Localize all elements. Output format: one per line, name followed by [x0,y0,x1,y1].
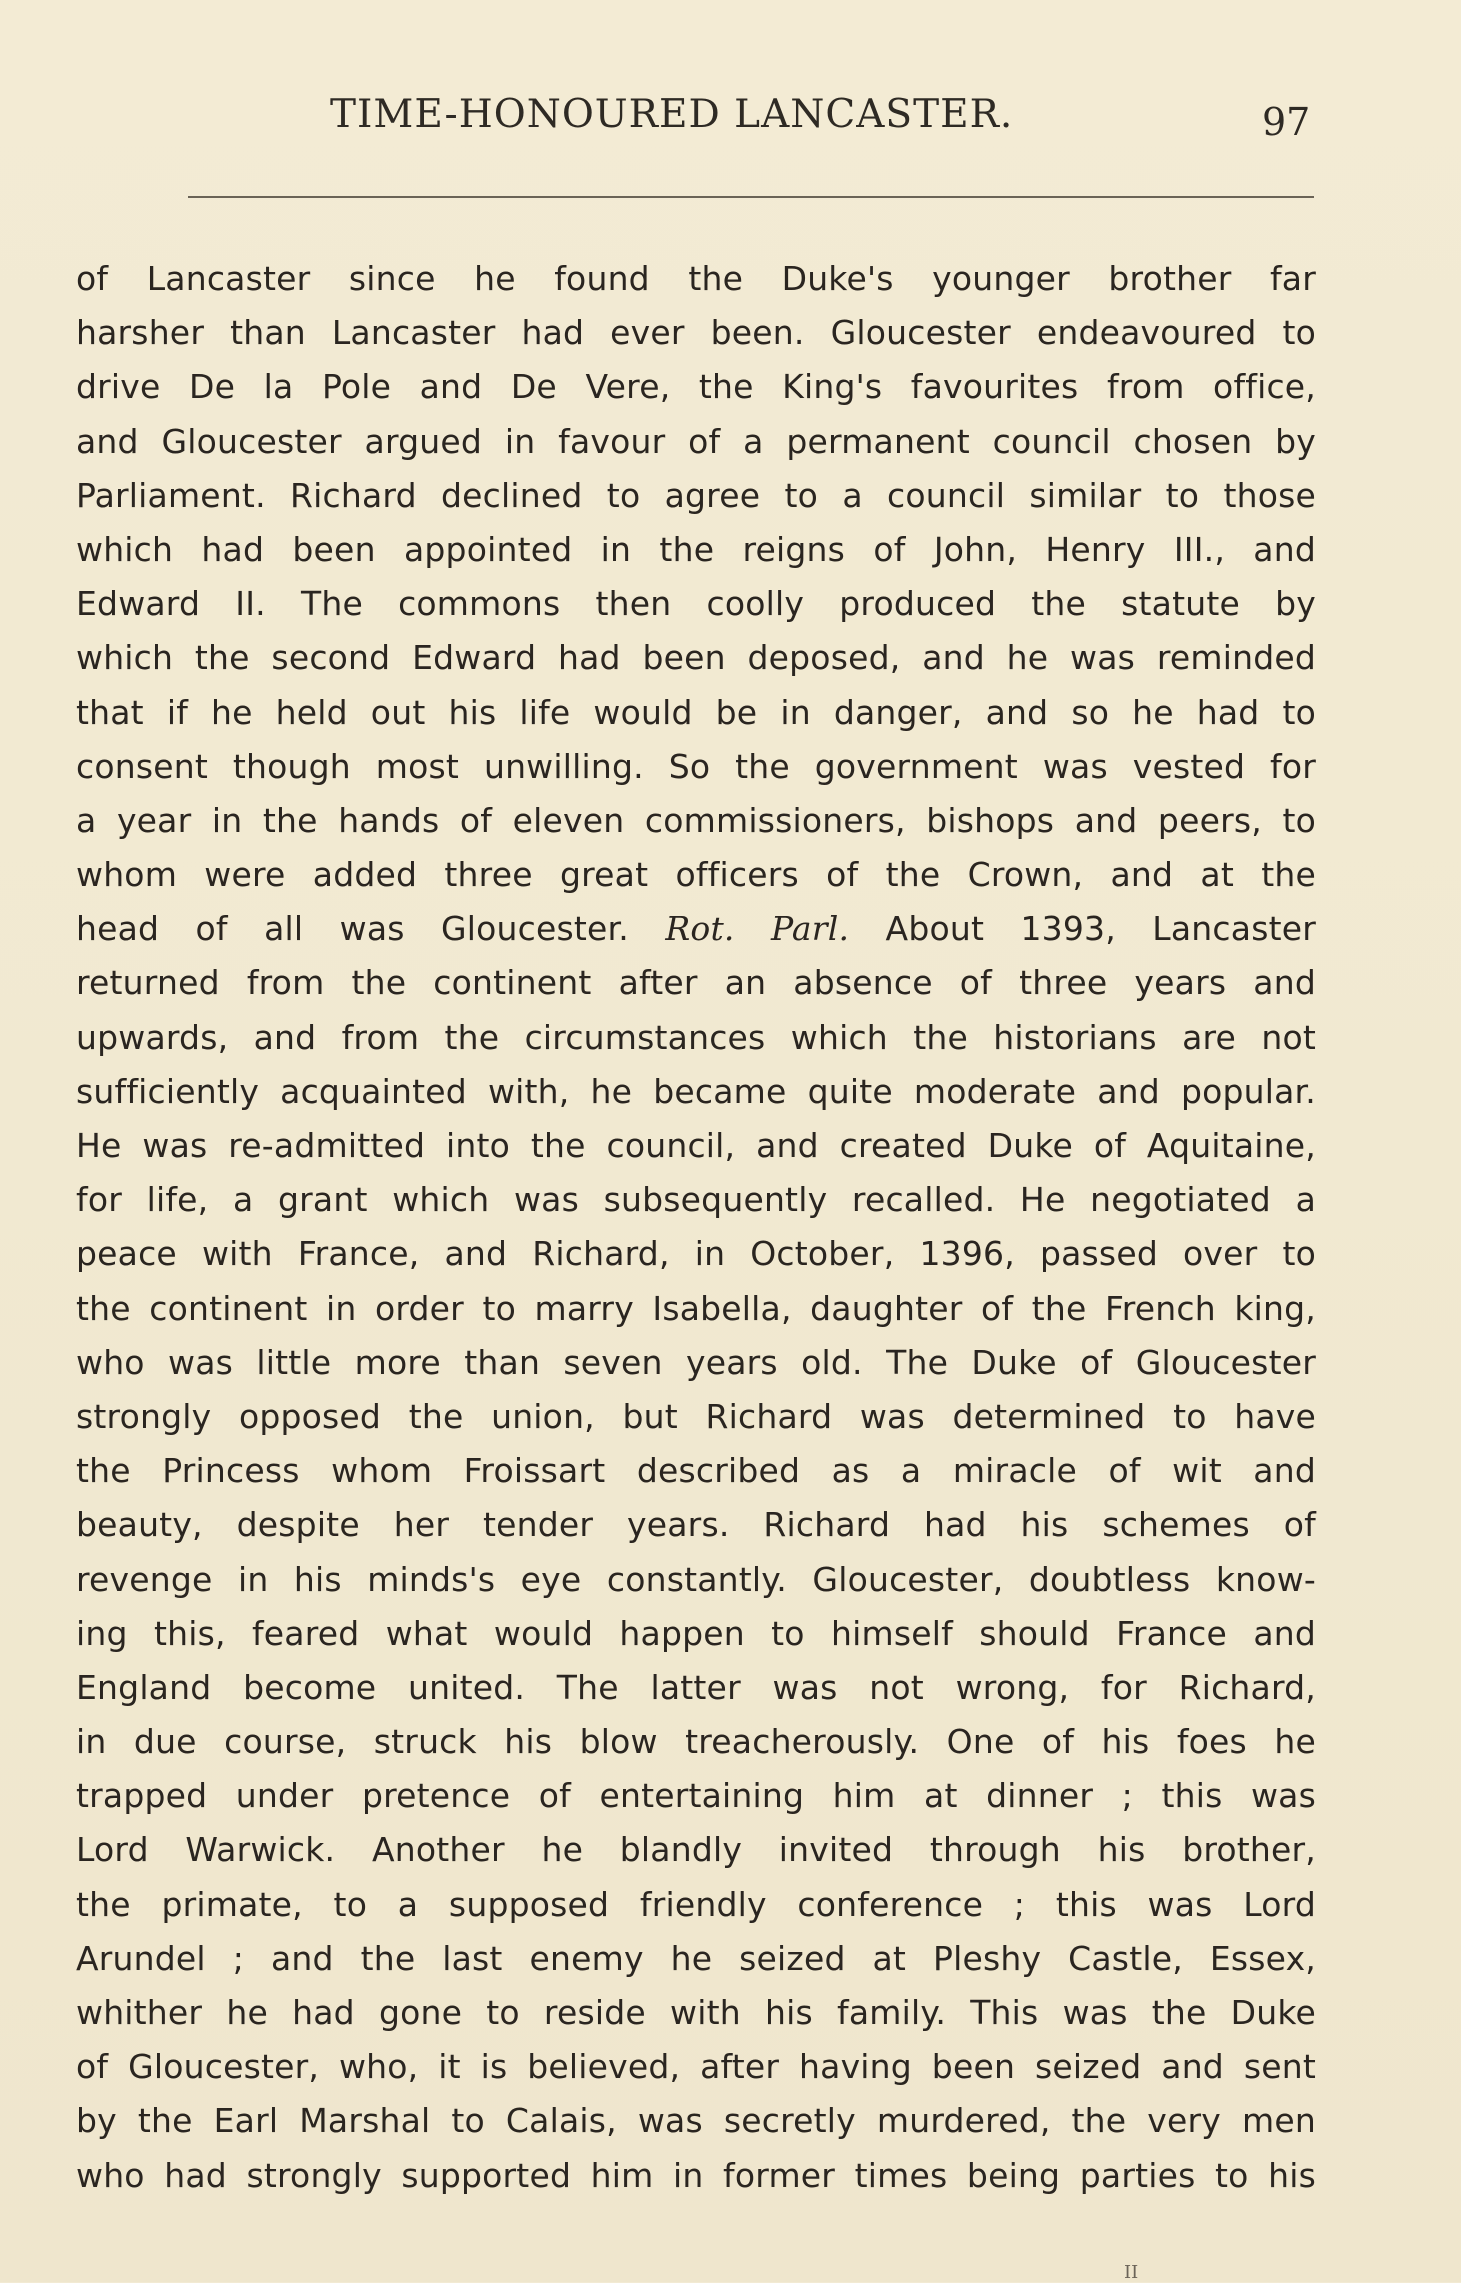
text-line: consent though most unwilling. So the government was vested for [76,746,1316,786]
text-line: upwards, and from the circumstances which the historians are not [76,1017,1316,1057]
text-line: ing this, feared what would happen to himself should France and [76,1613,1316,1653]
text-segment: head of all was Gloucester. [76,909,629,949]
text-line: whither he had gone to reside with his family. This was the Duke [76,1993,1316,2032]
text-line: a year in the hands of eleven commissioners, bishops and peers, to [76,800,1316,840]
text-line: harsher than Lancaster had ever been. Gloucester endeavoured to [76,313,1316,353]
text-line: which had been appointed in the reigns of John, Henry III., and [76,529,1316,569]
text-line: which the second Edward had been deposed, and he was reminded [76,638,1316,678]
signature-mark: II [1124,2262,1139,2283]
text-segment: About 1393, Lancaster [885,909,1316,949]
text-line: peace with France, and Richard, in October, 1396, passed over to [76,1234,1316,1274]
page-number: 97 [1262,100,1311,144]
text-line: whom were added three great officers of the Crown, and at the [76,855,1316,895]
text-line: of Gloucester, who, it is believed, after having been seized and sent [76,2047,1316,2087]
text-line: of Lancaster since he found the Duke's younger brother far [76,259,1316,298]
text-line: Arundel ; and the last enemy he seized at Pleshy Castle, Essex, [76,1938,1316,1978]
text-line: and Gloucester argued in favour of a permanent council chosen by [76,421,1316,461]
body-text [76,252,1316,2203]
running-title: TIME-HONOURED LANCASTER. [330,92,1014,137]
text-line: who was little more than seven years old. The Duke of Gloucester [76,1342,1316,1382]
text-line: He was re-admitted into the council, and created Duke of Aquitaine, [76,1126,1316,1165]
text-line: that if he held out his life would be in danger, and so he had to [76,692,1316,732]
text-line: Parliament. Richard declined to agree to a council similar to those [76,475,1316,515]
text-line: the Princess whom Froissart described as a miracle of wit and [76,1451,1316,1491]
text-line: who had strongly supported him in former times being parties to his [76,2155,1316,2195]
text-line: strongly opposed the union, but Richard was determined to have [76,1396,1316,1436]
text-line: returned from the continent after an absence of three years and [76,963,1316,1003]
page-header [0,92,1461,152]
text-line: sufficiently acquainted with, he became quite moderate and popular. [76,1071,1316,1111]
text-line: for life, a grant which was subsequently recalled. He negotiated a [76,1180,1316,1220]
text-line: the primate, to a supposed friendly conference ; this was Lord [76,1884,1316,1924]
text-line: in due course, struck his blow treacherously. One of his foes he [76,1722,1316,1762]
text-line: beauty, despite her tender years. Richard had his schemes of [76,1505,1316,1545]
text-line: the continent in order to marry Isabella, daughter of the French king, [76,1288,1316,1328]
text-line: trapped under pretence of entertaining him at dinner ; this was [76,1776,1316,1816]
text-line: drive De la Pole and De Vere, the King's favourites from office, [76,367,1316,407]
text-line: Lord Warwick. Another he blandly invited through his brother, [76,1830,1316,1870]
text-line: revenge in his minds's eye constantly. Gloucester, doubtless know- [76,1559,1316,1599]
citation-rot-parl: Rot. Parl. [665,909,850,949]
text-line-citation [76,902,1316,956]
text-line: England become united. The latter was not wrong, for Richard, [76,1667,1316,1707]
text-line: by the Earl Marshal to Calais, was secretly murdered, the very men [76,2101,1316,2141]
text-line: Edward II. The commons then coolly produced the statute by [76,584,1316,624]
header-rule [188,196,1314,198]
